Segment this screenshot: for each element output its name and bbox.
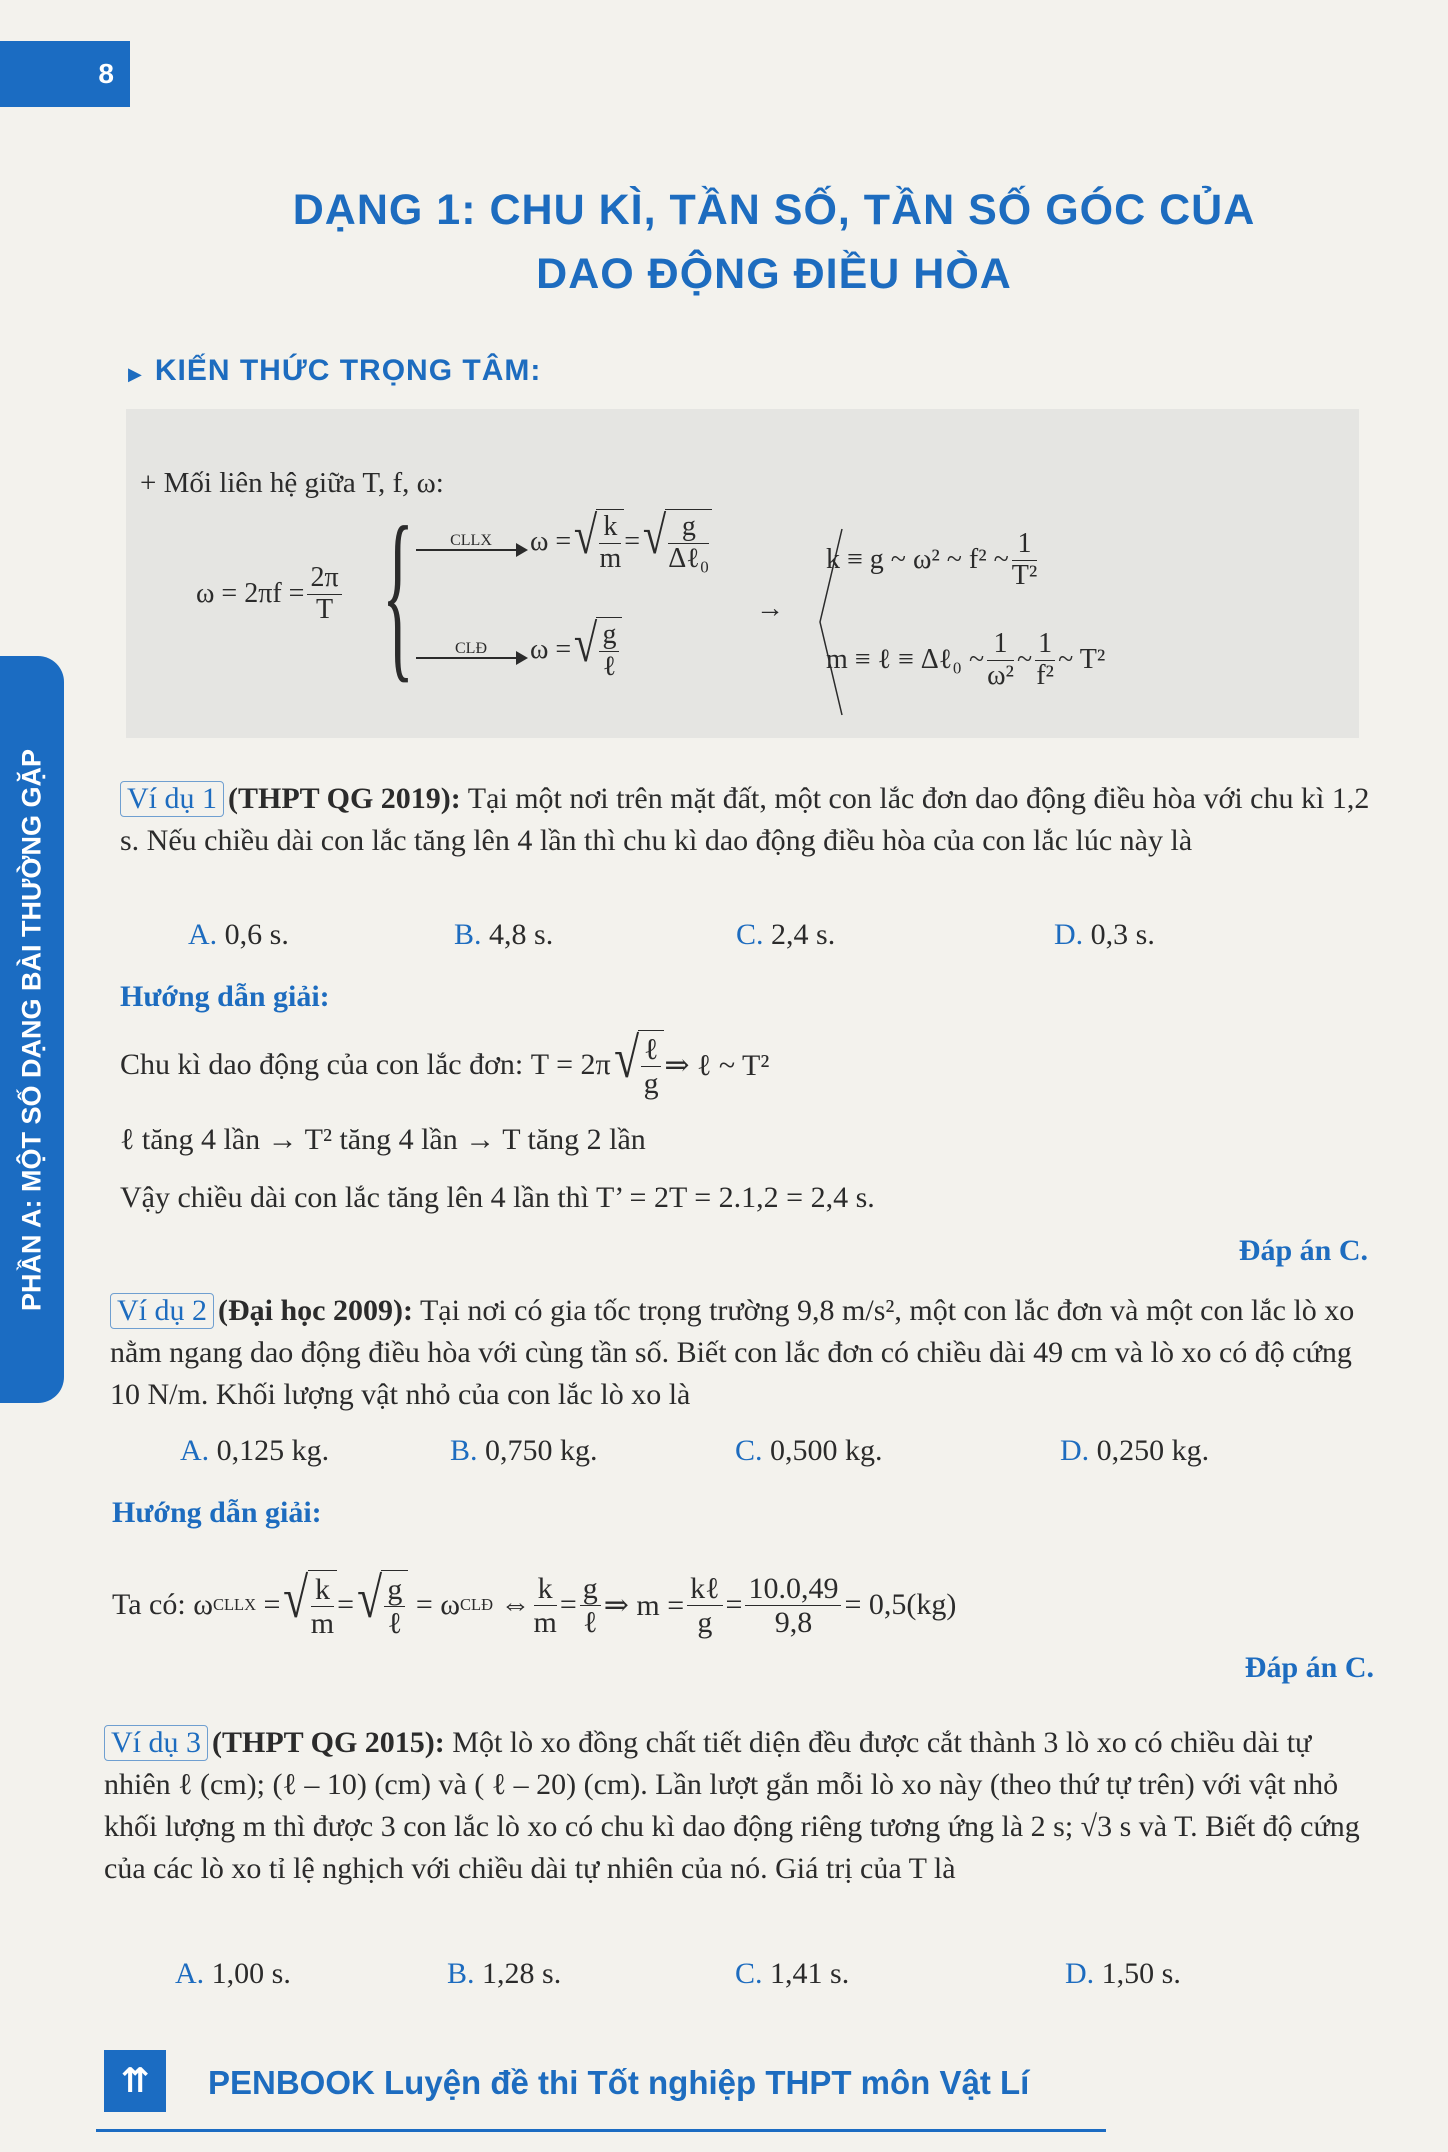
formula: T = 2π (530, 1048, 611, 1081)
g: g (384, 1573, 405, 1607)
numerator: 2π (307, 563, 341, 595)
m: m (599, 542, 622, 574)
triangle-bullet-icon: ▶ (128, 364, 143, 384)
solution-2-formula (112, 1567, 957, 1640)
knowledge-box (126, 409, 1359, 738)
sqrt-g-l: √ $\frac{g}{\text{ℓ}}$ (354, 1570, 408, 1640)
denominator: T² (1011, 559, 1038, 591)
formula-cllx (416, 506, 712, 575)
solution-text: Chu kì dao động của con lắc đơn: (120, 1048, 524, 1081)
numerator: 1 (1012, 529, 1038, 561)
option-c: C. 2,4 s. (736, 918, 836, 951)
formula-main (196, 563, 345, 626)
example-label: Ví dụ 1 (120, 781, 224, 817)
option-d: D. 0,3 s. (1054, 918, 1155, 951)
page-title (0, 178, 1448, 306)
equals: = (263, 1588, 281, 1621)
omega: = ω (415, 1588, 460, 1621)
sub-cllx: CLLX (212, 1595, 257, 1614)
sqrt-g-dl0: √ $\frac{g}{\text{Δℓ₀}}$ (640, 509, 712, 575)
example-source: (THPT QG 2015): (212, 1726, 445, 1759)
section-heading (128, 354, 541, 388)
numerator: 1 (987, 629, 1014, 661)
formula-end: ⇒ ℓ ~ T² (664, 1048, 770, 1082)
penbook-logo-icon: ⇈ (104, 2050, 166, 2112)
k: k (311, 1573, 334, 1607)
solution-1-line-2: ℓ tăng 4 lần → T² tăng 4 lần → T tăng 2 lần (120, 1123, 646, 1156)
fraction-2pi-T (307, 563, 341, 626)
denominator: 9,8 (774, 1605, 813, 1639)
title-line-2: DAO ĐỘNG ĐIỀU HÒA (536, 250, 1012, 298)
l: ℓ (387, 1607, 403, 1640)
m: m (533, 1605, 557, 1639)
example-3 (104, 1722, 1382, 1890)
then-m: ⇒ m = (603, 1588, 685, 1622)
sqrt-g-l: √ $\frac{g}{\text{ℓ}}$ (571, 617, 622, 683)
equals: = (559, 1588, 577, 1621)
omega-eq: ω = (530, 633, 572, 665)
solution-1-line-3: Vậy chiều dài con lắc tăng lên 4 lần thì T’ = 2T = 2.1,2 = 2,4 s. (120, 1181, 875, 1214)
g: g (580, 1572, 601, 1606)
knowledge-intro: + Mối liên hệ giữa T, f, ω: (140, 467, 444, 499)
option-c: C. 1,41 s. (735, 1957, 850, 1990)
example-3-options (175, 1957, 1181, 1991)
k: k (599, 512, 621, 544)
denominator: ω² (987, 659, 1014, 691)
formula-cld (416, 614, 622, 683)
side-chapter-tab (0, 656, 64, 1403)
answer-1: Đáp án C. (1238, 1234, 1368, 1267)
example-label: Ví dụ 3 (104, 1725, 208, 1761)
left-brace: { (382, 489, 414, 699)
formula-row-2 (826, 629, 1105, 692)
option-d: D. 0,250 kg. (1060, 1434, 1210, 1467)
guide-heading: Hướng dẫn giải: (120, 980, 330, 1013)
g: g (668, 512, 709, 544)
cld-arrow (416, 641, 526, 659)
option-a: A. 0,125 kg. (180, 1434, 330, 1467)
kl: kℓ (687, 1572, 722, 1606)
denominator: f² (1036, 659, 1054, 691)
l: ℓ (641, 1033, 661, 1067)
delta-l0: Δℓ₀ (668, 542, 710, 574)
example-1 (120, 778, 1370, 862)
option-a: A. 1,00 s. (175, 1957, 291, 1990)
formula-row-1 (826, 529, 1040, 592)
example-text: Tại một nơi trên mặt đất, một con lắc đơn dao động điều hòa với chu kì 1,2 s. Nếu chiều dài con lắc tăng lên 4 lần thì chu kì dao động điều hòa của con lắc lúc này là (120, 782, 1370, 857)
k: k (534, 1572, 557, 1606)
formula-lhs: ω = 2πf = (196, 578, 305, 610)
arrow-label: CLĐ (455, 639, 487, 657)
page-number: 8 (0, 41, 130, 107)
example-source: (THPT QG 2019): (228, 782, 461, 815)
denominator: T (316, 593, 334, 625)
option-b: B. 0,750 kg. (450, 1434, 598, 1467)
option-b: B. 4,8 s. (454, 918, 554, 951)
footer (96, 2050, 1106, 2132)
option-a: A. 0,6 s. (188, 918, 289, 951)
row2-end: ~ T² (1058, 644, 1106, 676)
row2-text: m ≡ ℓ ≡ Δℓ₀ ~ (826, 644, 985, 676)
title-line-1: DẠNG 1: CHU KÌ, TẦN SỐ, TẦN SỐ GÓC CỦA (292, 186, 1256, 234)
implies-arrow: → (756, 593, 784, 624)
side-tab-label: PHẦN A: MỘT SỐ DẠNG BÀI THƯỜNG GẶP (16, 748, 47, 1311)
sqrt-k-m: √ $\frac{k}{m}$ (571, 509, 624, 575)
option-d: D. 1,50 s. (1065, 1957, 1181, 1990)
example-text: Một lò xo đồng chất tiết diện đều được cắt thành 3 lò xo có chiều dài tự nhiên ℓ (cm); (ℓ – 10) (cm) và ( ℓ – 20) (cm). Lần lượt gắn mỗi lò xo này (theo thứ tự trên) với vật nhỏ khối lượng m thì được 3 con lắc lò xo có chu kì dao động riêng tương ứng là 2 s; √3 s và T. Biết độ cứng của các lò xo tỉ lệ nghịch với chiều dài tự nhiên của nó. Giá trị của T là (104, 1726, 1360, 1885)
equals: = (725, 1588, 743, 1621)
l: ℓ (583, 1605, 598, 1639)
numerator: 10.0,49 (745, 1572, 841, 1606)
example-2 (110, 1290, 1375, 1416)
section-heading-text: KIẾN THỨC TRỌNG TÂM: (154, 354, 542, 387)
example-text: Tại nơi có gia tốc trọng trường 9,8 m/s², một con lắc đơn và một con lắc lò xo nằm ngang dao động điều hòa với cùng tần số. Biết con lắc đơn có chiều dài 49 cm và lò xo có độ cứng 10 N/m. Khối lượng vật nhỏ của con lắc lò xo là (110, 1294, 1355, 1411)
iff: ⇔ (500, 1588, 531, 1621)
example-2-options (180, 1434, 1209, 1468)
equals: = (337, 1588, 355, 1621)
tilde: ~ (1016, 644, 1033, 676)
result: = 0,5(kg) (844, 1588, 957, 1621)
g: g (599, 620, 619, 652)
cllx-arrow (416, 533, 526, 551)
option-c: C. 0,500 kg. (735, 1434, 883, 1467)
option-b: B. 1,28 s. (447, 1957, 562, 1990)
sqrt-l-g: √ $\frac{\text{ℓ}}{g}$ (611, 1030, 665, 1100)
m: m (310, 1607, 335, 1640)
l: ℓ (602, 650, 617, 682)
g: g (697, 1605, 713, 1639)
arrow-label: CLLX (450, 531, 492, 549)
omega-eq: ω = (530, 525, 572, 557)
answer-2: Đáp án C. (1244, 1651, 1374, 1684)
solution-1-line-1 (120, 1027, 770, 1100)
footer-text: PENBOOK Luyện đề thi Tốt nghiệp THPT môn Vật Lí (208, 2064, 1030, 2101)
example-source: (Đại học 2009): (218, 1294, 413, 1327)
example-label: Ví dụ 2 (110, 1293, 214, 1329)
guide-heading: Hướng dẫn giải: (112, 1496, 322, 1529)
numerator: 1 (1035, 629, 1055, 661)
row1-text: k ≡ g ~ ω² ~ f² ~ (826, 544, 1009, 576)
sub-cld: CLĐ (460, 1595, 493, 1614)
sqrt-k-m: √ $\frac{k}{m}$ (280, 1570, 337, 1640)
g: g (643, 1067, 659, 1100)
equals: = (624, 525, 641, 557)
prefix: Ta có: ω (112, 1588, 213, 1621)
example-1-options (188, 918, 1155, 952)
